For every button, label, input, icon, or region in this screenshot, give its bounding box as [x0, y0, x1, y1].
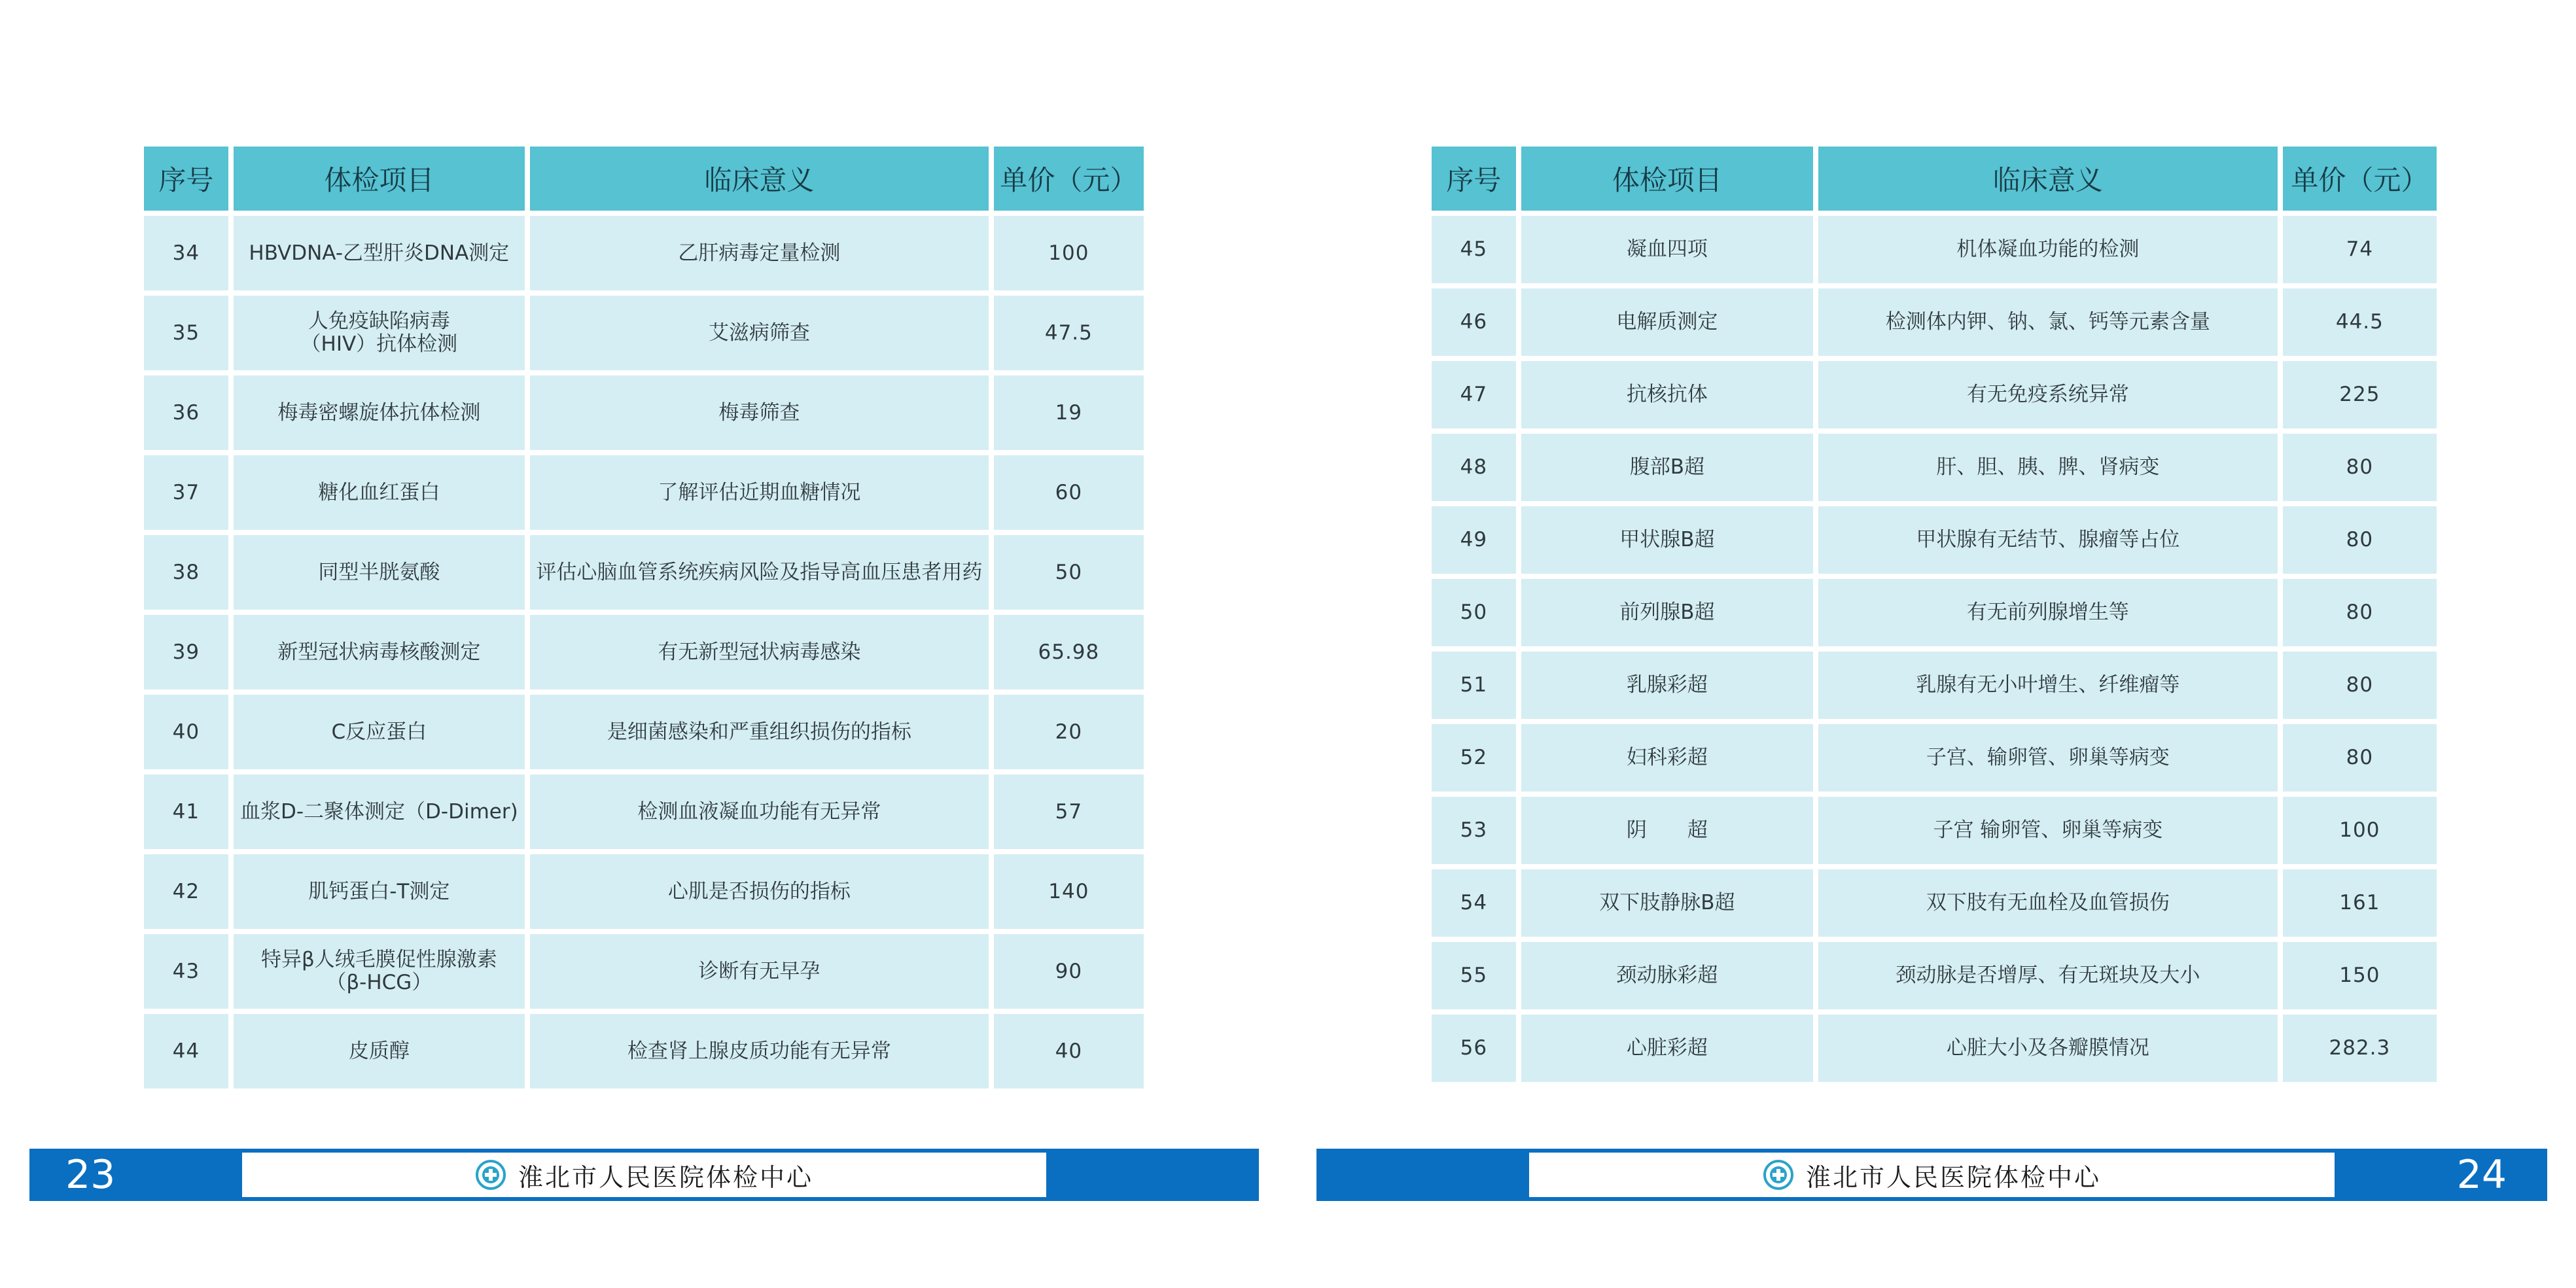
cell-price: 225 [2283, 361, 2437, 428]
table-row [144, 216, 1144, 290]
footer-bar-left [29, 1149, 1259, 1201]
table-row [1432, 942, 2437, 1009]
cell-no: 46 [1432, 288, 1516, 356]
cell-no: 47 [1432, 361, 1516, 428]
cell-price: 140 [994, 854, 1144, 929]
cell-item: 心脏彩超 [1521, 1015, 1813, 1082]
header-no: 序号 [1432, 147, 1516, 211]
cell-price: 90 [994, 934, 1144, 1009]
table-row [1432, 216, 2437, 283]
cell-meaning: 心脏大小及各瓣膜情况 [1818, 1015, 2278, 1082]
cell-meaning: 有无免疫系统异常 [1818, 361, 2278, 428]
cell-meaning: 乳腺有无小叶增生、纤维瘤等 [1818, 652, 2278, 719]
cell-no: 50 [1432, 579, 1516, 646]
table-row [144, 1014, 1144, 1088]
cell-item: C反应蛋白 [234, 695, 525, 769]
cell-no: 34 [144, 216, 228, 290]
cell-price: 80 [2283, 579, 2437, 646]
cell-no: 37 [144, 455, 228, 530]
cell-no: 52 [1432, 724, 1516, 792]
cell-meaning: 诊断有无早孕 [530, 934, 989, 1009]
table-row [1432, 1015, 2437, 1082]
table-header-row [144, 147, 1144, 211]
cell-no: 55 [1432, 942, 1516, 1009]
cell-no: 40 [144, 695, 228, 769]
cell-meaning: 心肌是否损伤的指标 [530, 854, 989, 929]
cell-item: 血浆D-二聚体测定（D-Dimer) [234, 775, 525, 849]
page-number-right: 24 [2335, 1149, 2547, 1201]
table-row [1432, 724, 2437, 792]
exam-table-right [1426, 141, 2442, 1087]
cell-price: 161 [2283, 869, 2437, 937]
exam-table-left [139, 141, 1149, 1094]
footer-bar-right [1316, 1149, 2547, 1201]
cell-item: 糖化血红蛋白 [234, 455, 525, 530]
cell-price: 50 [994, 535, 1144, 610]
cell-meaning: 艾滋病筛查 [530, 296, 989, 370]
cell-price: 65.98 [994, 615, 1144, 689]
cell-meaning: 甲状腺有无结节、腺瘤等占位 [1818, 506, 2278, 574]
cell-item: 甲状腺B超 [1521, 506, 1813, 574]
header-item: 体检项目 [1521, 147, 1813, 211]
cell-no: 54 [1432, 869, 1516, 937]
header-price: 单价（元） [994, 147, 1144, 211]
cell-meaning: 双下肢有无血栓及血管损伤 [1818, 869, 2278, 937]
cell-no: 43 [144, 934, 228, 1009]
table-row [1432, 652, 2437, 719]
cell-no: 39 [144, 615, 228, 689]
cell-item: 妇科彩超 [1521, 724, 1813, 792]
table-row [1432, 434, 2437, 501]
cell-meaning: 颈动脉是否增厚、有无斑块及大小 [1818, 942, 2278, 1009]
cell-item: 颈动脉彩超 [1521, 942, 1813, 1009]
cell-meaning: 肝、胆、胰、脾、肾病变 [1818, 434, 2278, 501]
cell-meaning: 乙肝病毒定量检测 [530, 216, 989, 290]
table-row [1432, 506, 2437, 574]
cell-no: 51 [1432, 652, 1516, 719]
hospital-name: 淮北市人民医院体检中心 [1805, 1162, 2101, 1192]
hospital-name: 淮北市人民医院体检中心 [518, 1162, 813, 1192]
cell-price: 150 [2283, 942, 2437, 1009]
cell-meaning: 有无前列腺增生等 [1818, 579, 2278, 646]
cell-item: 梅毒密螺旋体抗体检测 [234, 375, 525, 450]
cell-price: 80 [2283, 652, 2437, 719]
cell-item: 特异β人绒毛膜促性腺激素 （β-HCG） [234, 934, 525, 1009]
table-row [144, 695, 1144, 769]
header-meaning: 临床意义 [1818, 147, 2278, 211]
cell-no: 49 [1432, 506, 1516, 574]
table-row [144, 296, 1144, 370]
header-meaning: 临床意义 [530, 147, 989, 211]
cell-item: 凝血四项 [1521, 216, 1813, 283]
cell-item: 皮质醇 [234, 1014, 525, 1088]
cell-no: 36 [144, 375, 228, 450]
cell-price: 100 [2283, 797, 2437, 864]
cell-meaning: 子宫 输卵管、卵巢等病变 [1818, 797, 2278, 864]
footer-block-left-end [1046, 1149, 1259, 1201]
header-price: 单价（元） [2283, 147, 2437, 211]
footer-band-left [242, 1149, 1046, 1201]
cell-item: 新型冠状病毒核酸测定 [234, 615, 525, 689]
cell-meaning: 是细菌感染和严重组织损伤的指标 [530, 695, 989, 769]
cell-item: 乳腺彩超 [1521, 652, 1813, 719]
cell-no: 44 [144, 1014, 228, 1088]
table-row [144, 375, 1144, 450]
hospital-logo-icon [475, 1159, 506, 1191]
table-row [144, 775, 1144, 849]
cell-meaning: 梅毒筛查 [530, 375, 989, 450]
cell-price: 20 [994, 695, 1144, 769]
footer-band-right [1529, 1149, 2335, 1201]
page-number-left: 23 [29, 1149, 242, 1201]
cell-meaning: 检测体内钾、钠、氯、钙等元素含量 [1818, 288, 2278, 356]
cell-price: 282.3 [2283, 1015, 2437, 1082]
cell-price: 44.5 [2283, 288, 2437, 356]
cell-no: 42 [144, 854, 228, 929]
table-row [144, 854, 1144, 929]
table-row [1432, 361, 2437, 428]
cell-meaning: 检测血液凝血功能有无异常 [530, 775, 989, 849]
table-header-row [1432, 147, 2437, 211]
cell-price: 80 [2283, 434, 2437, 501]
table-row [144, 934, 1144, 1009]
cell-price: 80 [2283, 724, 2437, 792]
table-row [144, 535, 1144, 610]
cell-price: 100 [994, 216, 1144, 290]
cell-item: 阴 超 [1521, 797, 1813, 864]
cell-meaning: 有无新型冠状病毒感染 [530, 615, 989, 689]
footer-block-right-start [1316, 1149, 1529, 1201]
cell-meaning: 了解评估近期血糖情况 [530, 455, 989, 530]
cell-no: 41 [144, 775, 228, 849]
table-row [1432, 288, 2437, 356]
cell-price: 74 [2283, 216, 2437, 283]
table-row [1432, 797, 2437, 864]
cell-item: 抗核抗体 [1521, 361, 1813, 428]
cell-item: 人免疫缺陷病毒 （HIV）抗体检测 [234, 296, 525, 370]
table-row [1432, 869, 2437, 937]
cell-meaning: 机体凝血功能的检测 [1818, 216, 2278, 283]
cell-no: 53 [1432, 797, 1516, 864]
table-row [144, 455, 1144, 530]
cell-meaning: 检查肾上腺皮质功能有无异常 [530, 1014, 989, 1088]
cell-price: 19 [994, 375, 1144, 450]
cell-item: 前列腺B超 [1521, 579, 1813, 646]
cell-item: 腹部B超 [1521, 434, 1813, 501]
cell-no: 35 [144, 296, 228, 370]
cell-item: 同型半胱氨酸 [234, 535, 525, 610]
hospital-logo-icon [1763, 1159, 1794, 1191]
cell-price: 40 [994, 1014, 1144, 1088]
cell-no: 45 [1432, 216, 1516, 283]
cell-meaning: 子宫、输卵管、卵巢等病变 [1818, 724, 2278, 792]
cell-no: 48 [1432, 434, 1516, 501]
cell-price: 47.5 [994, 296, 1144, 370]
cell-no: 38 [144, 535, 228, 610]
cell-price: 57 [994, 775, 1144, 849]
header-no: 序号 [144, 147, 228, 211]
cell-item: HBVDNA-乙型肝炎DNA测定 [234, 216, 525, 290]
cell-no: 56 [1432, 1015, 1516, 1082]
cell-item: 双下肢静脉B超 [1521, 869, 1813, 937]
header-item: 体检项目 [234, 147, 525, 211]
cell-price: 60 [994, 455, 1144, 530]
cell-meaning: 评估心脑血管系统疾病风险及指导高血压患者用药 [530, 535, 989, 610]
cell-price: 80 [2283, 506, 2437, 574]
cell-item: 肌钙蛋白-T测定 [234, 854, 525, 929]
cell-item: 电解质测定 [1521, 288, 1813, 356]
table-row [144, 615, 1144, 689]
table-row [1432, 579, 2437, 646]
